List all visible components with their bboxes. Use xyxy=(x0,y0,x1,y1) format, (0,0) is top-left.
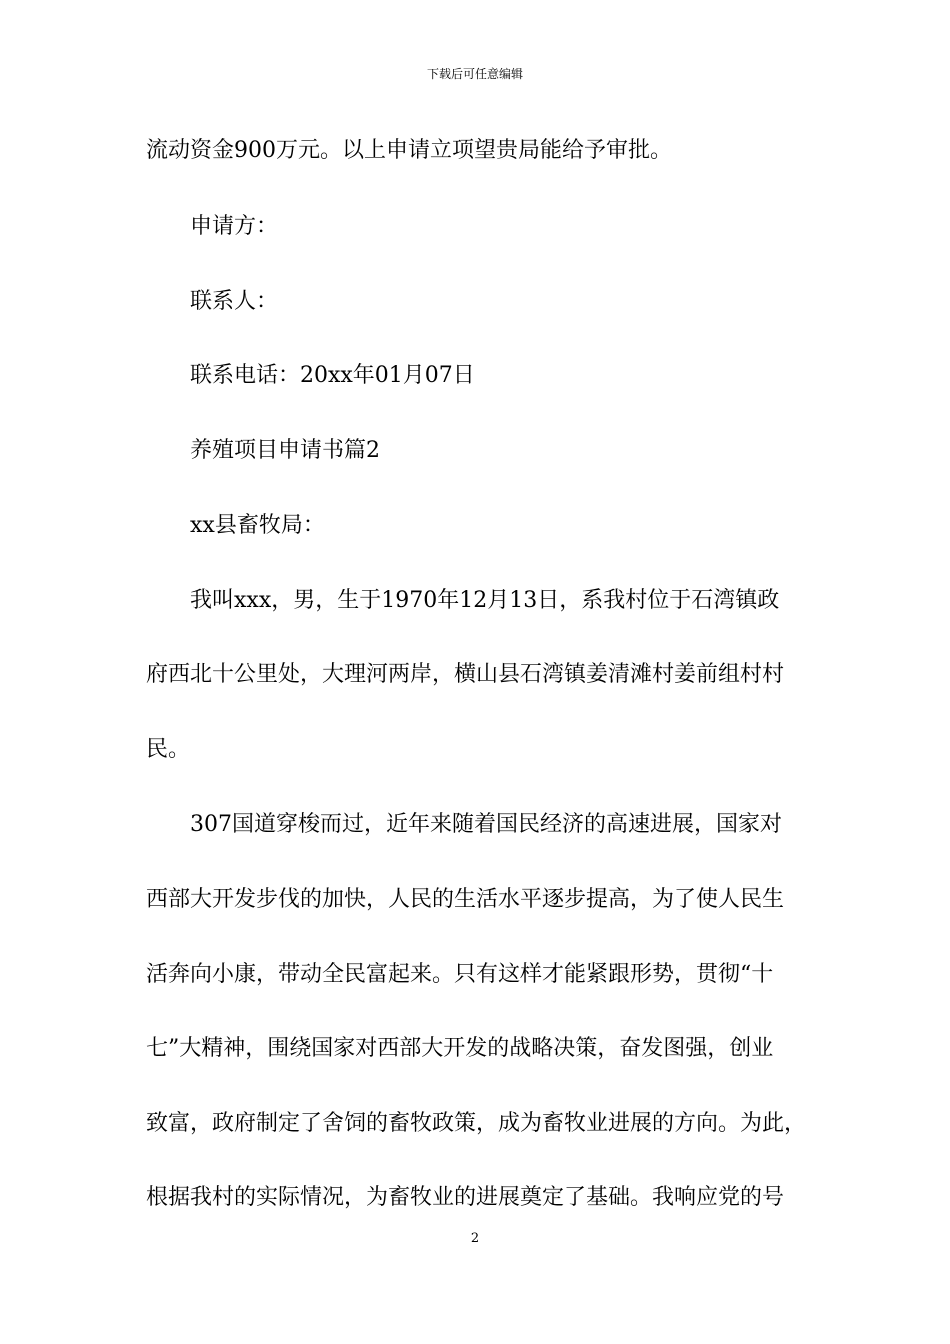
paragraph-text: 根据我村的实际情况，为畜牧业的进展奠定了基础。我响应党的号 xyxy=(146,1185,785,1210)
contact-phone-date: 联系电话：20xx年01月07日 xyxy=(190,363,475,388)
paragraph-text: 活奔向小康，带动全民富起来。只有这样才能紧跟形势，贯彻“十 xyxy=(146,962,774,987)
paragraph-text: 我叫xxx，男，生于1970年12月13日，系我村位于石湾镇政 xyxy=(190,588,780,613)
page-header: 下载后可任意编辑 xyxy=(426,67,523,81)
contact-person-label: 联系人： xyxy=(190,289,279,314)
paragraph-text: 七”大精神，围绕国家对西部大开发的战略决策，奋发图强，创业 xyxy=(146,1036,774,1061)
paragraph-text: 西部大开发步伐的加快，人民的生活水平逐步提高，为了使人民生 xyxy=(146,887,785,912)
paragraph-text: 致富，政府制定了舍饲的畜牧政策，成为畜牧业进展的方向。为此， xyxy=(146,1111,807,1136)
applicant-label: 申请方： xyxy=(190,214,279,239)
salutation: xx县畜牧局： xyxy=(190,513,325,538)
section-title: 养殖项目申请书篇2 xyxy=(190,438,380,463)
paragraph-text: 府西北十公里处，大理河两岸，横山县石湾镇姜清滩村姜前组村村 xyxy=(146,662,785,687)
page-number: 2 xyxy=(470,1231,480,1246)
paragraph-text: 流动资金900万元。以上申请立项望贵局能给予审批。 xyxy=(146,138,672,163)
paragraph-text: 民。 xyxy=(146,737,191,762)
paragraph-text: 307国道穿梭而过，近年来随着国民经济的高速进展，国家对 xyxy=(190,812,782,837)
